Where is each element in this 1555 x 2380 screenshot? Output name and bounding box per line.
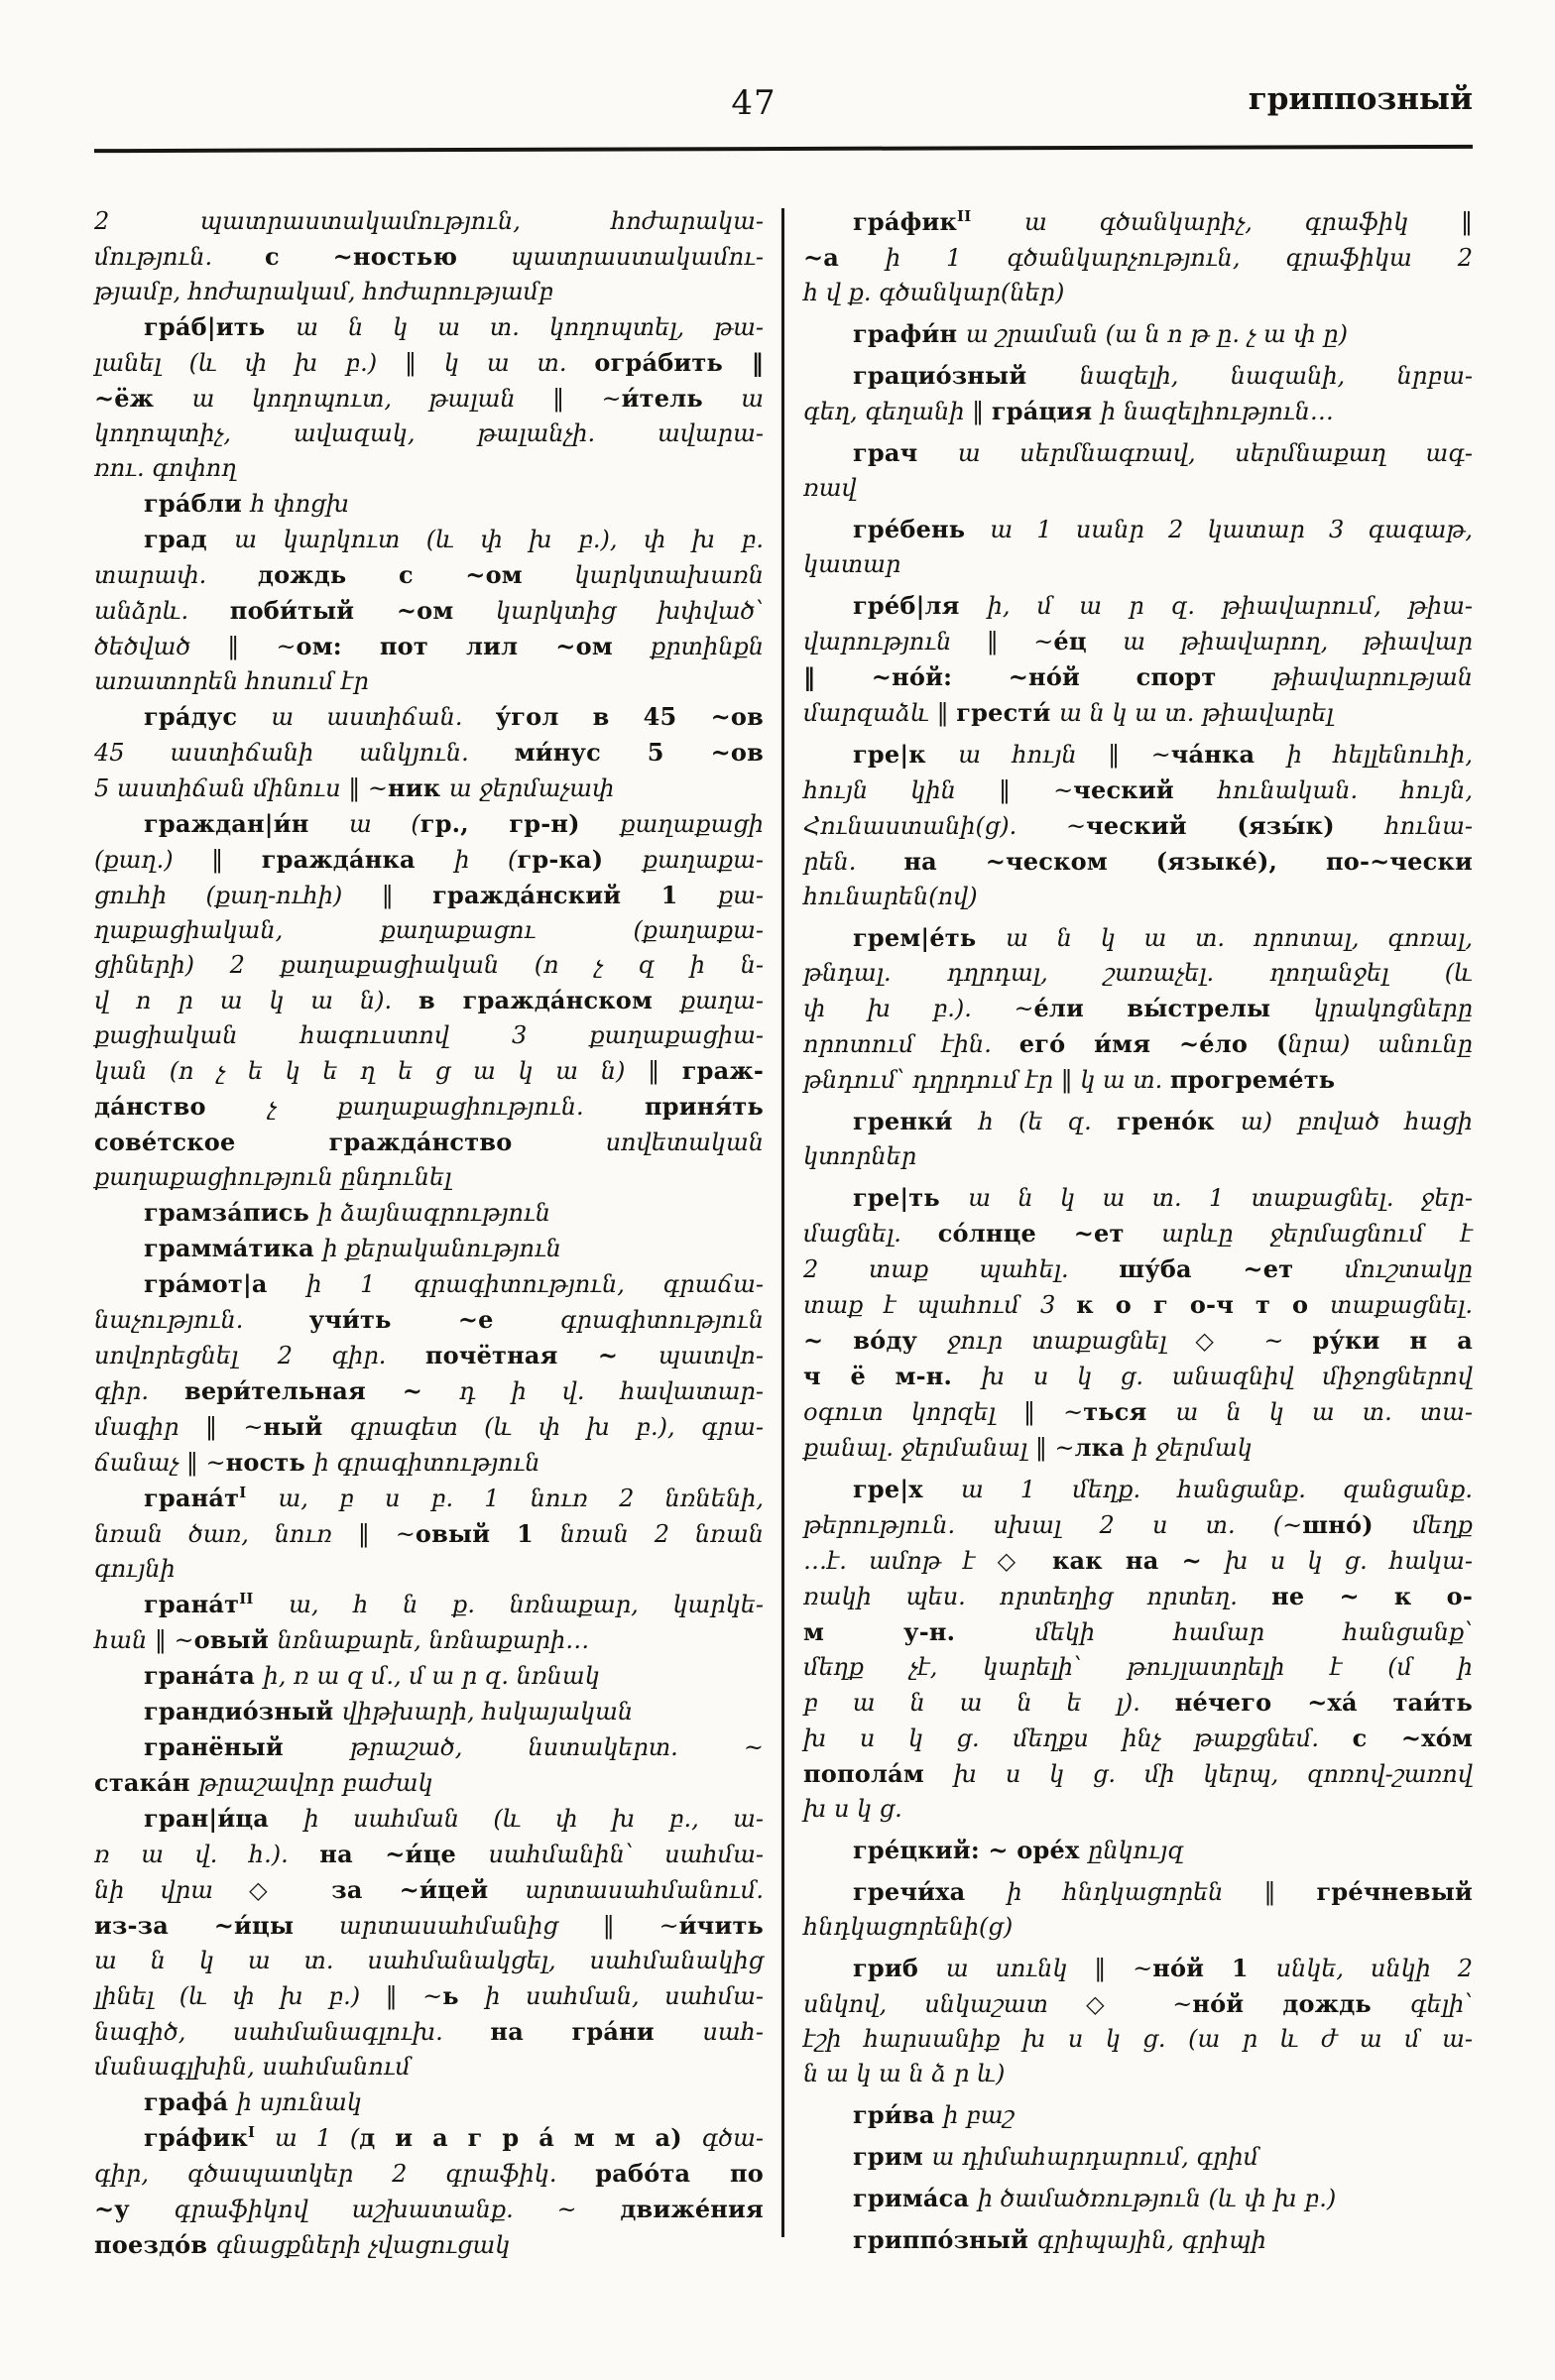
dictionary-entry xyxy=(803,2097,1473,2133)
entry-line: сове́тское гражда́нство սովետական xyxy=(94,1128,764,1156)
dictionary-entry xyxy=(803,920,1473,1098)
entry-line: гра́б|ить ա ն կ ա տ. կողոպտել, թա- xyxy=(144,312,764,341)
entry-line: հ վ ք. գծանկար(ներ) xyxy=(803,279,1065,306)
entry-line: նռան ծառ, նուռ ‖ ~овый 1 նռան 2 նռան xyxy=(94,1519,764,1548)
page-number: 47 xyxy=(731,83,777,123)
entry-line: ~у գրաֆիկով աշխատանք. ~ движе́ния xyxy=(94,2195,764,2223)
page-header xyxy=(94,83,1473,139)
dictionary-entry xyxy=(94,1729,764,1801)
entry-line: грем|е́ть ա ն կ ա տ. որոտալ, գոռալ, xyxy=(853,923,1474,952)
entry-line: …է. ամոթ է ◇ как на ~ խ ս կ ց. հակա- xyxy=(803,1546,1473,1575)
entry-line: гре|ть ա ն կ ա տ. 1 տաքացնել. ջեր- xyxy=(853,1183,1473,1212)
entry-line: гри́ва ի բաշ xyxy=(853,2100,1015,2129)
entry-line: 2 պատրաստակամություն, հոժարակա- xyxy=(94,207,764,235)
dictionary-entry xyxy=(803,737,1473,914)
entry-line: խ ս կ ց. մեղքս ինչ թաքցնեմ. с ~хо́м xyxy=(803,1724,1473,1752)
guide-word: гриппозный xyxy=(1248,81,1473,117)
entry-line: լանել (և փ խ բ.) ‖ կ ա տ. огра́бить ‖ xyxy=(94,348,764,377)
dictionary-entry xyxy=(803,2181,1473,2216)
entry-line: гриппо́зный գրիպային, գրիպի xyxy=(853,2225,1266,2254)
entry-line: լինել (և փ խ բ.) ‖ ~ь ի սահման, սահմա- xyxy=(94,1981,764,2010)
entry-line: ռավ xyxy=(803,474,857,502)
entry-line: 5 աստիճան մինուս ‖ ~ник ա ջերմաչափ xyxy=(94,774,615,802)
entry-line: ч ё м-н. խ ս կ ց. անազնիվ միջոցներով xyxy=(803,1362,1473,1390)
entry-line: грана́та ի, ռ ա զ մ., մ ա ր զ. նռնակ xyxy=(144,1661,600,1690)
entry-line: կողոպտիչ, ավազակ, թալանչի. ավարա- xyxy=(94,419,764,447)
dictionary-entry xyxy=(94,204,764,309)
entry-line: да́нство չ քաղաքացիություն. приня́ть xyxy=(94,1092,764,1121)
entry-line: մություն. с ~ностью պատրաստակամու- xyxy=(94,242,764,271)
dictionary-entry xyxy=(803,1951,1473,2091)
entry-line: гра́бли հ փոցխ xyxy=(144,489,350,518)
dictionary-entry xyxy=(803,435,1473,506)
entry-line: град ա կարկուտ (և փ խ բ.), փ խ բ. xyxy=(144,525,764,553)
entry-line: грима́са ի ծամածռություն (և փ խ բ.) xyxy=(853,2184,1337,2212)
entry-line: անձրև. поби́тый ~ом կարկտից խփված՝ xyxy=(94,596,764,625)
entry-line: տաք է պահում 3 к о г о-ч т о տաքացնել. xyxy=(803,1290,1473,1319)
entry-line: թնդալ. դղրդալ, շառաչել. ղողանջել (և xyxy=(803,959,1473,987)
entry-line: ~а ի 1 գծանկարչություն, գրաֆիկա 2 xyxy=(803,243,1473,272)
entry-line: թնդում՝ դղրդում էր ‖ կ ա տ. прогреме́ть xyxy=(803,1065,1336,1094)
dictionary-entry xyxy=(94,806,764,1195)
entry-line: խ ս կ ց. xyxy=(803,1795,902,1823)
dictionary-entry xyxy=(94,1587,764,1658)
dictionary-entry xyxy=(94,1195,764,1231)
entry-line: грандио́зный վիթխարի, հսկայական xyxy=(144,1697,634,1726)
entry-line: թերություն. սխալ 2 ս տ. (~шно́) մեղք xyxy=(803,1510,1474,1539)
entry-line: гре|к ա հույն ‖ ~ча́нка ի հելլենուհի, xyxy=(853,740,1473,769)
entry-line: из-за ~и́цы արտասահմանից ‖ ~и́чить xyxy=(94,1911,764,1940)
dictionary-entry xyxy=(94,2120,764,2263)
entry-line: ցիների) 2 քաղաքացիական (ո չ զ ի ն- xyxy=(94,951,764,979)
entry-line: гре́бень ա 1 սանր 2 կատար 3 գագաթ, xyxy=(853,515,1473,543)
entry-line: гранёный թրաշած, նստակերտ. ~ xyxy=(144,1732,764,1761)
entry-line: գեղ, գեղանի ‖ гра́ция ի նազելիություն… xyxy=(803,397,1334,425)
entry-line: ճանաչ ‖ ~ность ի գրագիտություն xyxy=(94,1448,540,1477)
entry-line: քացիական հագուստով 3 քաղաքացիա- xyxy=(94,1021,764,1049)
text-columns xyxy=(94,204,1473,2263)
entry-line: грацио́зный նազելի, նազանի, նրբա- xyxy=(853,361,1473,390)
entry-line: Հունաստանի(ց). ~ческий (язы́к) հունա- xyxy=(803,811,1474,840)
entry-line: ն ա կ ա ն ձ ր և) xyxy=(803,2060,1006,2087)
entry-line: ‖ ~но́й: ~но́й спорт թիավարության xyxy=(803,662,1473,691)
entry-line: грач ա սերմնագռավ, սերմնաքաղ ագ- xyxy=(853,438,1474,467)
entry-line: гра́фик$^{II}$ ա գծանկարիչ, գրաֆիկ ‖ xyxy=(853,207,1473,236)
entry-line: м у-н. մեկի համար հանցանք՝ xyxy=(803,1617,1473,1646)
entry-line: грамма́тика ի քերականություն xyxy=(144,1234,561,1262)
entry-line: թյամբ, հոժարակամ, հոժարությամբ xyxy=(94,278,553,305)
dictionary-entry xyxy=(94,1658,764,1694)
dictionary-entry xyxy=(803,1874,1473,1945)
entry-line: հունարեն(ով) xyxy=(803,883,978,910)
entry-line: մացնել. со́лнце ~ет արևը ջերմացնում է xyxy=(803,1219,1473,1248)
entry-line: ռ ա վ. հ.). на ~и́це սահմանին՝ սահմա- xyxy=(94,1840,765,1868)
entry-line: гренки́ հ (ե զ. грено́к ա) բոված հացի xyxy=(853,1107,1474,1135)
dictionary-entry xyxy=(803,588,1473,731)
entry-line: քաղաքացիություն ընդունել xyxy=(94,1163,452,1191)
dictionary-entry xyxy=(94,1266,764,1481)
entry-line: грамза́пись ի ձայնագրություն xyxy=(144,1198,550,1227)
dictionary-entry xyxy=(94,2084,764,2120)
left-column xyxy=(94,204,764,2263)
dictionary-entry xyxy=(803,512,1473,582)
entry-line: սովորեցնել 2 գիր. почётная ~ պատվո- xyxy=(94,1341,764,1369)
entry-line: гре́б|ля ի, մ ա ր զ. թիավարում, թիա- xyxy=(853,591,1474,620)
header-rule xyxy=(94,145,1473,153)
entry-line: гречи́ха ի հնդկացորեն ‖ гре́чневый xyxy=(853,1877,1473,1906)
entry-line: ~ во́ду ջուր տաքացնել ◇ ~ ру́ки н а xyxy=(803,1326,1473,1355)
entry-line: ~ёж ա կողոպուտ, թալան ‖ ~и́тель ա xyxy=(94,384,764,413)
entry-line: նաչություն. учи́ть ~е գրագիտություն xyxy=(94,1305,764,1334)
entry-line: գույնի xyxy=(94,1555,176,1583)
entry-line: վարություն ‖ ~е́ц ա թիավարող, թիավար xyxy=(803,627,1473,655)
entry-line: փ խ բ.). ~е́ли вы́стрелы կրակոցները xyxy=(803,994,1473,1022)
entry-line: 2 տաք պահել. шу́ба ~ет մուշտակը xyxy=(803,1254,1474,1283)
dictionary-entry xyxy=(803,1180,1473,1466)
entry-line: графи́н ա շրաման (ա ն ո թ ը. չ ա փ ը) xyxy=(853,319,1348,348)
entry-line: սնկով, սնկաշատ ◇ ~но́й дождь գելի՝ xyxy=(803,1989,1473,2018)
entry-line: էշի հարսանիք խ ս կ ց. (ա ր և ժ ա մ ա- xyxy=(803,2025,1473,2053)
dictionary-entry xyxy=(94,1231,764,1266)
entry-line: հնդկացորենի(ց) xyxy=(803,1913,1014,1941)
dictionary-entry xyxy=(803,2139,1473,2175)
entry-line: ծեծված ‖ ~ом: пот лил ~ом քրտինքն xyxy=(94,632,764,660)
entry-line: օգուտ կորզել ‖ ~ться ա ն կ ա տ. տա- xyxy=(803,1397,1473,1426)
entry-line: гра́фик$^I$ ա 1 (д и а г р а́ м м а) գծա- xyxy=(144,2123,764,2152)
dictionary-entry xyxy=(803,1833,1473,1868)
entry-line: гриб ա սունկ ‖ ~но́й 1 սնկե, սնկի 2 xyxy=(853,1954,1474,1982)
entry-line: ռակի պես. որտեղից որտեղ. не ~ к о- xyxy=(803,1582,1473,1610)
dictionary-entry xyxy=(803,358,1473,429)
dictionary-entry xyxy=(94,1801,764,2084)
dictionary-entry xyxy=(94,522,764,699)
entry-line: մանագլխին, սահմանում xyxy=(94,2053,411,2081)
dictionary-entry xyxy=(94,1481,764,1587)
entry-line: 45 աստիճանի անկյուն. ми́нус 5 ~ов xyxy=(94,738,764,767)
entry-line: րեն. на ~ческом (языке́), по-~чески xyxy=(803,847,1474,876)
entry-line: попола́м խ ս կ ց. մի կերպ, զոռով-շառով xyxy=(803,1759,1473,1788)
entry-line: նագիծ, սահմանագլուխ. на гра́ни սահ- xyxy=(94,2017,764,2046)
dictionary-entry xyxy=(803,1104,1473,1174)
dictionary-entry xyxy=(803,316,1473,352)
entry-line: (քաղ.) ‖ гражда́нка ի (гр-ка) քաղաքա- xyxy=(94,845,764,874)
entry-line: գիր. вери́тельная ~ դ ի վ. հավատար- xyxy=(94,1376,764,1405)
entry-line: առատորեն հոսում էր xyxy=(94,667,369,695)
entry-line: стака́н թրաշավոր բաժակ xyxy=(94,1768,433,1797)
entry-line: $грана́т^{II}$ ա, հ ն ք. նռնաքար, կարկե- xyxy=(144,1590,764,1618)
entry-line: մագիր ‖ ~ный գրագետ (և փ խ բ.), գրա- xyxy=(94,1412,764,1441)
entry-line: гран|и́ца ի սահման (և փ խ բ., ա- xyxy=(144,1804,764,1833)
entry-line: վ ո ր ա կ ա ն). в гражда́нском քաղա- xyxy=(94,986,764,1014)
dictionary-entry xyxy=(803,204,1473,310)
entry-line: կտորներ xyxy=(803,1142,917,1170)
entry-line: բ ա ն ա ն ե լ). не́чего ~ха́ таи́ть xyxy=(803,1688,1473,1717)
entry-line: որոտում էին. его́ и́мя ~е́ло (նրա) անունը xyxy=(803,1029,1473,1058)
entry-line: գիր, գծապատկեր 2 գրաֆիկ. рабо́та по xyxy=(94,2159,764,2188)
entry-line: հույն կին ‖ ~ческий հունական. հույն, xyxy=(803,775,1474,804)
entry-line: մարզաձև ‖ грести́ ա ն կ ա տ. թիավարել xyxy=(803,698,1334,727)
dictionary-entry xyxy=(803,2222,1473,2258)
entry-line: քանալ. ջերմանալ ‖ ~лка ի ջերմակ xyxy=(803,1433,1253,1462)
entry-line: կան (ո չ ե կ ե ղ ե ց ա կ ա ն) ‖ граж- xyxy=(94,1056,764,1085)
entry-line: гре́цкий: ~ оре́х ընկույզ xyxy=(853,1836,1184,1864)
entry-line: կատար xyxy=(803,550,901,578)
entry-line: հան ‖ ~овый նռնաքարե, նռնաքարի… xyxy=(94,1625,590,1654)
entry-line: ղաքացիական, քաղաքացու (քաղաքա- xyxy=(94,916,764,944)
dictionary-entry xyxy=(94,309,764,486)
right-column xyxy=(803,204,1473,2263)
entry-line: поездо́в գնացքների չվացուցակ xyxy=(94,2230,511,2259)
entry-line: граждан|и́н ա (гр., гр-н) քաղաքացի xyxy=(144,809,764,838)
entry-line: նի վրա ◇ за ~и́цей արտասահմանում. xyxy=(94,1875,764,1904)
entry-line: гра́дус ա աստիճան. у́гол в 45 ~ов xyxy=(144,702,764,731)
entry-line: մեղք չէ, կարելի՝ թույլատրելի է (մ ի xyxy=(803,1653,1473,1681)
entry-line: ցուհի (քաղ-ուհի) ‖ гражда́нский 1 քա- xyxy=(94,881,764,909)
dictionary-entry xyxy=(94,486,764,522)
dictionary-entry xyxy=(803,1472,1473,1827)
entry-line: ռու. գոփող xyxy=(94,454,237,482)
entry-line: гра́мот|а ի 1 գրագիտություն, գրաճա- xyxy=(144,1269,765,1298)
entry-line: графа́ ի սյունակ xyxy=(144,2087,362,2116)
entry-line: տարափ. дождь с ~ом կարկտախառն xyxy=(94,560,764,589)
entry-line: $грана́т^I$ ա, բ ս բ. 1 նուռ 2 նռնենի, xyxy=(144,1484,764,1512)
dictionary-entry xyxy=(94,699,764,806)
entry-line: грим ա դիմահարդարում, գրիմ xyxy=(853,2142,1259,2171)
dictionary-entry xyxy=(94,1694,764,1729)
entry-line: гре|х ա 1 մեղք. հանցանք. զանցանք. xyxy=(853,1475,1473,1503)
entry-line: ա ն կ ա տ. սահմանակցել, սահմանակից xyxy=(94,1947,764,1974)
